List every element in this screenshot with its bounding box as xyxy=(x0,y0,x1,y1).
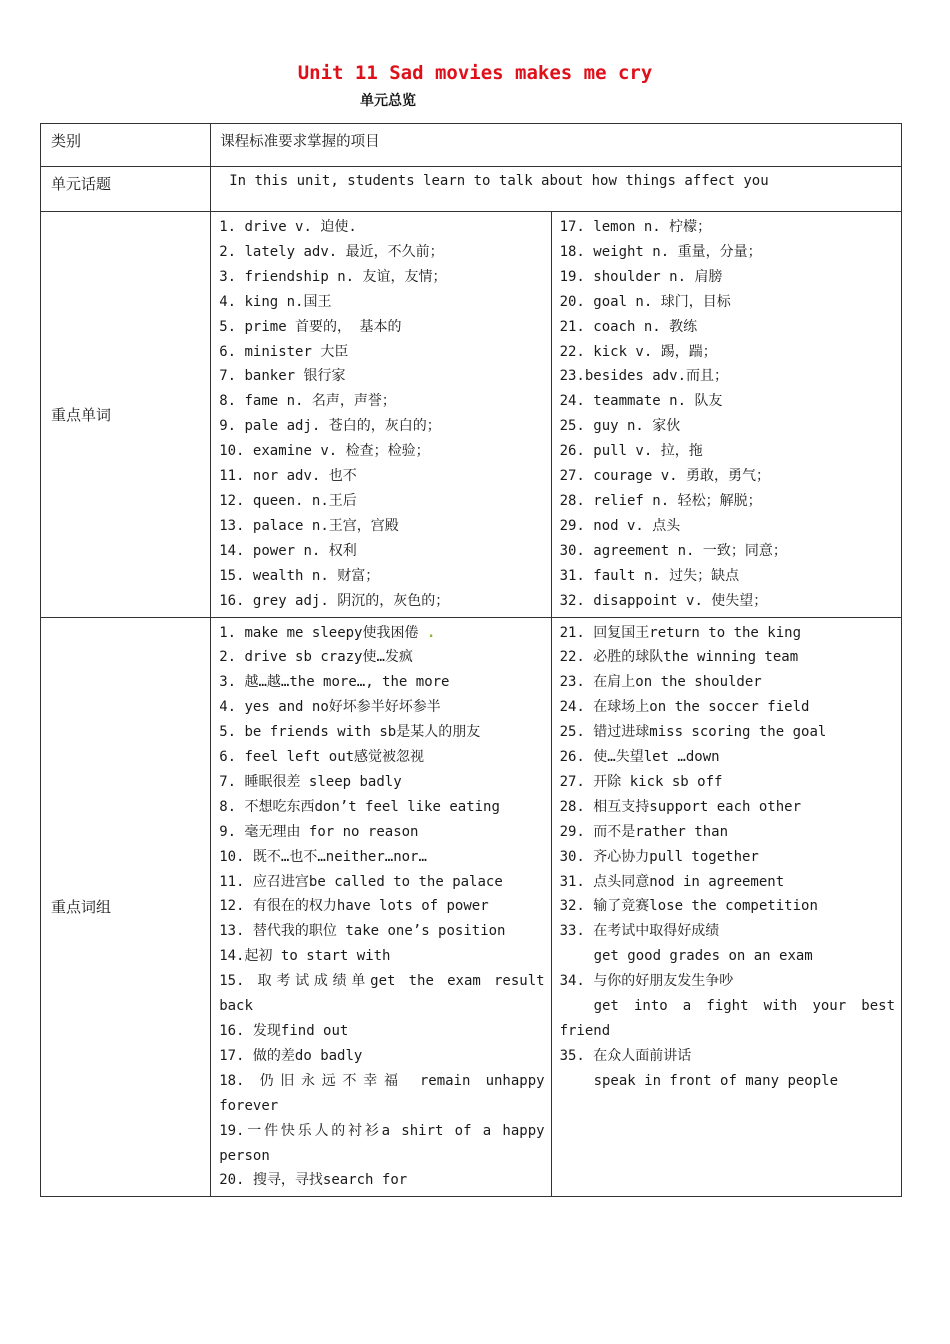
topic-content-cell: In this unit, students learn to talk about how things affect you xyxy=(211,167,902,212)
phrases-right-cell xyxy=(551,617,901,1197)
vocab-item: 14. power n. 权利 xyxy=(219,542,357,559)
phrase-item: 17. 做的差do badly xyxy=(219,1047,363,1064)
vocab-item: 12. queen. n.王后 xyxy=(219,492,357,509)
vocab-item: 28. relief n. 轻松；解脱； xyxy=(559,492,762,509)
phrase-item: 21. 回复国王return to the king xyxy=(559,624,802,641)
vocab-item: 5. prime 首要的， 基本的 xyxy=(219,318,402,335)
phrase-item: 14.起初 to start with xyxy=(219,948,391,965)
phrase-item: 35. 在众人面前讲话 xyxy=(559,1047,692,1064)
phrase-item: 8. 不想吃东西don’t feel like eating xyxy=(219,798,500,815)
vocab-item: 6. minister 大臣 xyxy=(219,343,349,360)
phrase-item: 26. 使…失望let …down xyxy=(559,749,720,766)
vocab-item: 23.besides adv.而且； xyxy=(559,368,729,385)
vocab-item: 15. wealth n. 财富； xyxy=(219,567,380,584)
phrase-translation: get into a fight with your best xyxy=(593,998,895,1015)
vocab-item: 20. goal n. 球门，目标 xyxy=(559,293,731,310)
phrase-item: 31. 点头同意nod in agreement xyxy=(559,873,785,890)
phrase-item: 2. drive sb crazy使…发疯 xyxy=(219,649,413,666)
topic-category-cell: 单元话题 xyxy=(41,167,211,212)
phrase-item: 3. 越…越…the more…, the more xyxy=(219,674,450,691)
phrase-translation: speak in front of many people xyxy=(593,1072,839,1089)
phrase-item: 24. 在球场上on the soccer field xyxy=(559,699,810,716)
marker-dot: . xyxy=(418,624,436,641)
vocab-item: 32. disappoint v. 使失望； xyxy=(559,592,768,609)
phrase-item: 27. 开除 kick sb off xyxy=(559,773,723,790)
vocab-item: 21. coach n. 教练 xyxy=(559,318,698,335)
vocab-item: 27. courage v. 勇敢，勇气； xyxy=(559,468,771,485)
phrase-item: 23. 在肩上on the shoulder xyxy=(559,674,762,691)
phrase-item: 19.一件快乐人的衬衫a shirt of a happy xyxy=(219,1122,545,1139)
phrase-item: 18. 仍旧永远不幸福 remain unhappy xyxy=(219,1072,545,1089)
vocab-item: 26. pull v. 拉，拖 xyxy=(559,443,703,460)
phrase-item: 13. 替代我的职位 take one’s position xyxy=(219,923,506,940)
phrase-translation: get good grades on an exam xyxy=(593,948,813,965)
phrase-item xyxy=(219,621,544,646)
vocab-item: 25. guy n. 家伙 xyxy=(559,418,681,435)
topic-row xyxy=(41,167,902,212)
vocab-item: 2. lately adv. 最近，不久前； xyxy=(219,243,444,260)
vocab-item: 29. nod v. 点头 xyxy=(559,517,681,534)
phrase-item: 4. yes and no好坏参半好坏参半 xyxy=(219,699,441,716)
phrase-item: 29. 而不是rather than xyxy=(559,823,729,840)
vocab-item: 22. kick v. 踢，踹； xyxy=(559,343,717,360)
phrase-item: 20. 搜寻，寻找search for xyxy=(219,1172,408,1189)
vocab-row xyxy=(41,212,902,618)
phrase-item: 33. 在考试中取得好成绩 xyxy=(559,923,720,940)
phrase-item-continued: forever xyxy=(219,1097,279,1114)
vocab-item: 9. pale adj. 苍白的，灰白的； xyxy=(219,418,441,435)
phrase-item: 6. feel left out感觉被忽视 xyxy=(219,749,425,766)
phrase-item: 16. 发现find out xyxy=(219,1023,349,1039)
vocab-right-cell xyxy=(551,212,901,618)
phrase-item: 34. 与你的好朋友发生争吵 xyxy=(559,973,734,990)
vocab-item: 30. agreement n. 一致；同意； xyxy=(559,542,787,559)
phrases-row xyxy=(41,617,902,1197)
vocab-item: 16. grey adj. 阴沉的，灰色的； xyxy=(219,592,450,609)
phrase-text: 1. make me sleepy使我困倦 xyxy=(219,624,419,641)
phrase-item: 7. 睡眠很差 sleep badly xyxy=(219,773,402,790)
phrase-item-continued: back xyxy=(219,998,253,1015)
vocab-item: 8. fame n. 名声，声誉； xyxy=(219,393,396,410)
header-content-cell: 课程标准要求掌握的项目 xyxy=(211,124,902,167)
overview-table xyxy=(40,123,902,1197)
vocab-item: 4. king n.国王 xyxy=(219,293,332,310)
phrase-item-continued: person xyxy=(219,1147,270,1164)
vocab-item: 18. weight n. 重量，分量； xyxy=(559,243,762,260)
phrase-item: 11. 应召进宫be called to the palace xyxy=(219,873,503,890)
vocab-item: 17. lemon n. 柠檬； xyxy=(559,219,712,235)
phrases-left-cell xyxy=(211,617,551,1197)
vocab-item: 13. palace n.王宫，宫殿 xyxy=(219,517,399,534)
phrase-item: 9. 毫无理由 for no reason xyxy=(219,823,419,840)
phrase-item: 22. 必胜的球队the winning team xyxy=(559,649,799,666)
phrase-item: 28. 相互支持support each other xyxy=(559,798,802,815)
vocab-item: 11. nor adv. 也不 xyxy=(219,468,357,485)
phrase-item: 32. 输了竞赛lose the competition xyxy=(559,898,818,915)
phrase-item: 10. 既不…也不…neither…nor… xyxy=(219,848,427,865)
phrase-item: 15. 取考试成绩单get the exam result xyxy=(219,973,545,990)
phrase-item-continued: friend xyxy=(559,1023,611,1039)
vocab-item: 10. examine v. 检查；检验； xyxy=(219,443,430,460)
phrase-item: 30. 齐心协力pull together xyxy=(559,848,759,865)
vocab-item: 7. banker 银行家 xyxy=(219,368,346,385)
vocab-category-cell: 重点单词 xyxy=(41,212,211,618)
header-row xyxy=(41,124,902,167)
phrase-item: 5. be friends with sb是某人的朋友 xyxy=(219,724,481,741)
header-category-cell: 类别 xyxy=(41,124,211,167)
phrase-item: 12. 有很在的权力have lots of power xyxy=(219,898,489,915)
vocab-item: 3. friendship n. 友谊，友情； xyxy=(219,268,447,285)
page-title: Unit 11 Sad movies makes me cry xyxy=(297,62,653,84)
phrase-item: 25. 错过进球miss scoring the goal xyxy=(559,724,827,741)
vocab-left-cell xyxy=(211,212,551,618)
vocab-item: 1. drive v. 迫使. xyxy=(219,219,357,235)
vocab-item: 24. teammate n. 队友 xyxy=(559,393,723,410)
phrases-category-cell: 重点词组 xyxy=(41,617,211,1197)
page-subtitle: 单元总览 xyxy=(360,93,416,109)
vocab-item: 31. fault n. 过失；缺点 xyxy=(559,567,740,584)
vocab-item: 19. shoulder n. 肩膀 xyxy=(559,268,723,285)
